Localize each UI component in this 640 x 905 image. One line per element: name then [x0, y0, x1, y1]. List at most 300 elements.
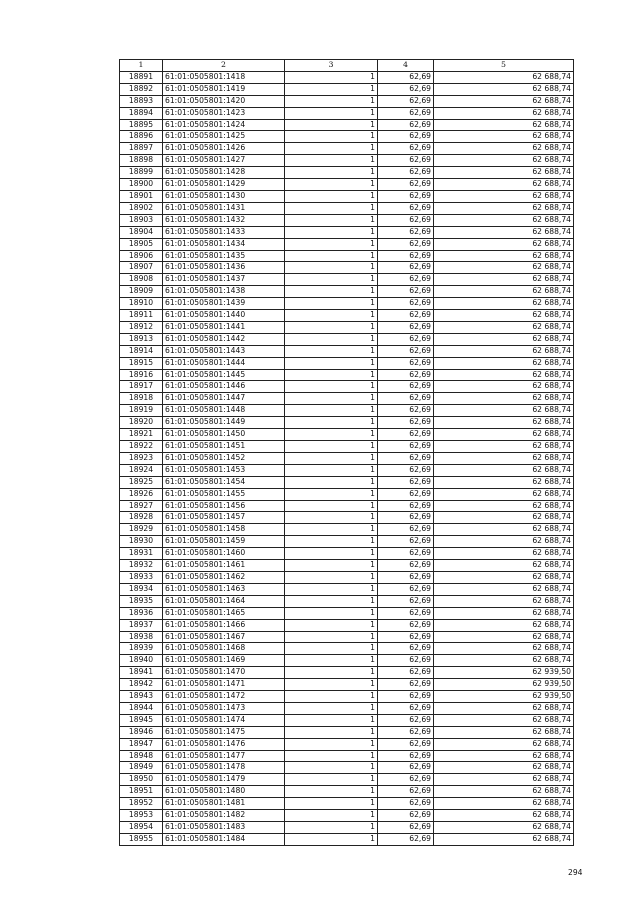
value-cell: 62 688,74	[434, 595, 574, 607]
table-row	[120, 298, 574, 310]
table-row	[120, 345, 574, 357]
table-row	[120, 131, 574, 143]
area-cell: 62,69	[378, 167, 434, 179]
table-row	[120, 560, 574, 572]
count-cell: 1	[285, 393, 378, 405]
cadastral-number-cell: 61:01:0505801:1448	[163, 405, 285, 417]
area-cell: 62,69	[378, 274, 434, 286]
area-cell: 62,69	[378, 262, 434, 274]
cadastral-number-cell: 61:01:0505801:1461	[163, 560, 285, 572]
table-row	[120, 738, 574, 750]
cadastral-number-cell: 61:01:0505801:1434	[163, 238, 285, 250]
table-row	[120, 107, 574, 119]
value-cell: 62 688,74	[434, 476, 574, 488]
cadastral-number-cell: 61:01:0505801:1483	[163, 822, 285, 834]
value-cell: 62 688,74	[434, 357, 574, 369]
cadastral-number-cell: 61:01:0505801:1466	[163, 619, 285, 631]
value-cell: 62 688,74	[434, 262, 574, 274]
row-number-cell: 18946	[120, 726, 163, 738]
value-cell: 62 688,74	[434, 738, 574, 750]
table-row	[120, 583, 574, 595]
row-number-cell: 18927	[120, 500, 163, 512]
area-cell: 62,69	[378, 417, 434, 429]
cadastral-number-cell: 61:01:0505801:1419	[163, 83, 285, 95]
cadastral-number-cell: 61:01:0505801:1457	[163, 512, 285, 524]
area-cell: 62,69	[378, 310, 434, 322]
area-cell: 62,69	[378, 143, 434, 155]
area-cell: 62,69	[378, 452, 434, 464]
table-row	[120, 786, 574, 798]
value-cell: 62 688,74	[434, 833, 574, 845]
cadastral-number-cell: 61:01:0505801:1428	[163, 167, 285, 179]
value-cell: 62 688,74	[434, 238, 574, 250]
count-cell: 1	[285, 95, 378, 107]
count-cell: 1	[285, 524, 378, 536]
cadastral-number-cell: 61:01:0505801:1447	[163, 393, 285, 405]
cadastral-number-cell: 61:01:0505801:1454	[163, 476, 285, 488]
area-cell: 62,69	[378, 464, 434, 476]
value-cell: 62 688,74	[434, 333, 574, 345]
count-cell: 1	[285, 321, 378, 333]
count-cell: 1	[285, 310, 378, 322]
count-cell: 1	[285, 714, 378, 726]
count-cell: 1	[285, 607, 378, 619]
row-number-cell: 18908	[120, 274, 163, 286]
table-row	[120, 179, 574, 191]
area-cell: 62,69	[378, 214, 434, 226]
value-cell: 62 688,74	[434, 536, 574, 548]
cadastral-number-cell: 61:01:0505801:1441	[163, 321, 285, 333]
count-cell: 1	[285, 643, 378, 655]
count-cell: 1	[285, 298, 378, 310]
count-cell: 1	[285, 631, 378, 643]
table-row	[120, 571, 574, 583]
value-cell: 62 688,74	[434, 560, 574, 572]
row-number-cell: 18928	[120, 512, 163, 524]
value-cell: 62 688,74	[434, 83, 574, 95]
area-cell: 62,69	[378, 238, 434, 250]
value-cell: 62 688,74	[434, 119, 574, 131]
table-row	[120, 798, 574, 810]
value-cell: 62 688,74	[434, 310, 574, 322]
count-cell: 1	[285, 655, 378, 667]
cadastral-number-cell: 61:01:0505801:1479	[163, 774, 285, 786]
value-cell: 62 688,74	[434, 298, 574, 310]
area-cell: 62,69	[378, 95, 434, 107]
cadastral-number-cell: 61:01:0505801:1450	[163, 429, 285, 441]
count-cell: 1	[285, 167, 378, 179]
area-cell: 62,69	[378, 131, 434, 143]
cadastral-number-cell: 61:01:0505801:1440	[163, 310, 285, 322]
value-cell: 62 688,74	[434, 274, 574, 286]
count-cell: 1	[285, 119, 378, 131]
count-cell: 1	[285, 381, 378, 393]
table-row	[120, 500, 574, 512]
area-cell: 62,69	[378, 333, 434, 345]
row-number-cell: 18912	[120, 321, 163, 333]
cadastral-number-cell: 61:01:0505801:1451	[163, 441, 285, 453]
count-cell: 1	[285, 369, 378, 381]
table-row	[120, 750, 574, 762]
value-cell: 62 688,74	[434, 143, 574, 155]
row-number-cell: 18900	[120, 179, 163, 191]
value-cell: 62 688,74	[434, 583, 574, 595]
row-number-cell: 18929	[120, 524, 163, 536]
row-number-cell: 18945	[120, 714, 163, 726]
row-number-cell: 18917	[120, 381, 163, 393]
value-cell: 62 688,74	[434, 571, 574, 583]
cadastral-number-cell: 61:01:0505801:1438	[163, 286, 285, 298]
value-cell: 62 688,74	[434, 774, 574, 786]
table-row	[120, 452, 574, 464]
area-cell: 62,69	[378, 250, 434, 262]
value-cell: 62 688,74	[434, 250, 574, 262]
count-cell: 1	[285, 833, 378, 845]
area-cell: 62,69	[378, 595, 434, 607]
table-row	[120, 333, 574, 345]
value-cell: 62 688,74	[434, 548, 574, 560]
row-number-cell: 18955	[120, 833, 163, 845]
area-cell: 62,69	[378, 405, 434, 417]
row-number-cell: 18922	[120, 441, 163, 453]
count-cell: 1	[285, 571, 378, 583]
area-cell: 62,69	[378, 83, 434, 95]
row-number-cell: 18894	[120, 107, 163, 119]
count-cell: 1	[285, 750, 378, 762]
row-number-cell: 18920	[120, 417, 163, 429]
area-cell: 62,69	[378, 750, 434, 762]
value-cell: 62 939,50	[434, 691, 574, 703]
value-cell: 62 688,74	[434, 381, 574, 393]
table-row	[120, 143, 574, 155]
value-cell: 62 688,74	[434, 179, 574, 191]
count-cell: 1	[285, 262, 378, 274]
cadastral-number-cell: 61:01:0505801:1462	[163, 571, 285, 583]
cadastral-number-cell: 61:01:0505801:1469	[163, 655, 285, 667]
value-cell: 62 688,74	[434, 345, 574, 357]
value-cell: 62 688,74	[434, 452, 574, 464]
area-cell: 62,69	[378, 476, 434, 488]
cadastral-number-cell: 61:01:0505801:1470	[163, 667, 285, 679]
row-number-cell: 18942	[120, 679, 163, 691]
row-number-cell: 18953	[120, 810, 163, 822]
table-row	[120, 310, 574, 322]
cadastral-number-cell: 61:01:0505801:1420	[163, 95, 285, 107]
area-cell: 62,69	[378, 321, 434, 333]
count-cell: 1	[285, 417, 378, 429]
row-number-cell: 18919	[120, 405, 163, 417]
value-cell: 62 688,74	[434, 726, 574, 738]
row-number-cell: 18939	[120, 643, 163, 655]
count-cell: 1	[285, 679, 378, 691]
cadastral-number-cell: 61:01:0505801:1435	[163, 250, 285, 262]
count-cell: 1	[285, 226, 378, 238]
cadastral-number-cell: 61:01:0505801:1473	[163, 702, 285, 714]
row-number-cell: 18899	[120, 167, 163, 179]
table-row	[120, 822, 574, 834]
value-cell: 62 688,74	[434, 512, 574, 524]
value-cell: 62 688,74	[434, 464, 574, 476]
row-number-cell: 18924	[120, 464, 163, 476]
row-number-cell: 18906	[120, 250, 163, 262]
table-body	[120, 71, 574, 845]
value-cell: 62 688,74	[434, 202, 574, 214]
value-cell: 62 688,74	[434, 631, 574, 643]
area-cell: 62,69	[378, 833, 434, 845]
value-cell: 62 688,74	[434, 810, 574, 822]
row-number-cell: 18943	[120, 691, 163, 703]
area-cell: 62,69	[378, 583, 434, 595]
value-cell: 62 688,74	[434, 190, 574, 202]
table-row	[120, 619, 574, 631]
value-cell: 62 688,74	[434, 429, 574, 441]
table-row	[120, 488, 574, 500]
table-row	[120, 595, 574, 607]
row-number-cell: 18902	[120, 202, 163, 214]
count-cell: 1	[285, 179, 378, 191]
area-cell: 62,69	[378, 619, 434, 631]
area-cell: 62,69	[378, 655, 434, 667]
area-cell: 62,69	[378, 726, 434, 738]
cadastral-number-cell: 61:01:0505801:1452	[163, 452, 285, 464]
row-number-cell: 18949	[120, 762, 163, 774]
count-cell: 1	[285, 345, 378, 357]
table-row	[120, 762, 574, 774]
value-cell: 62 688,74	[434, 417, 574, 429]
table-row	[120, 95, 574, 107]
table-row	[120, 429, 574, 441]
count-cell: 1	[285, 738, 378, 750]
count-cell: 1	[285, 595, 378, 607]
area-cell: 62,69	[378, 679, 434, 691]
table-row	[120, 417, 574, 429]
table-row	[120, 833, 574, 845]
table-row	[120, 476, 574, 488]
cadastral-number-cell: 61:01:0505801:1443	[163, 345, 285, 357]
count-cell: 1	[285, 143, 378, 155]
table-row	[120, 357, 574, 369]
cadastral-number-cell: 61:01:0505801:1445	[163, 369, 285, 381]
table-row	[120, 643, 574, 655]
value-cell: 62 688,74	[434, 702, 574, 714]
row-number-cell: 18898	[120, 155, 163, 167]
area-cell: 62,69	[378, 548, 434, 560]
value-cell: 62 688,74	[434, 441, 574, 453]
cadastral-number-cell: 61:01:0505801:1446	[163, 381, 285, 393]
row-number-cell: 18907	[120, 262, 163, 274]
cadastral-number-cell: 61:01:0505801:1478	[163, 762, 285, 774]
area-cell: 62,69	[378, 429, 434, 441]
count-cell: 1	[285, 702, 378, 714]
area-cell: 62,69	[378, 571, 434, 583]
area-cell: 62,69	[378, 381, 434, 393]
count-cell: 1	[285, 286, 378, 298]
count-cell: 1	[285, 107, 378, 119]
count-cell: 1	[285, 429, 378, 441]
count-cell: 1	[285, 405, 378, 417]
row-number-cell: 18941	[120, 667, 163, 679]
area-cell: 62,69	[378, 643, 434, 655]
cadastral-number-cell: 61:01:0505801:1426	[163, 143, 285, 155]
row-number-cell: 18893	[120, 95, 163, 107]
cadastral-number-cell: 61:01:0505801:1477	[163, 750, 285, 762]
value-cell: 62 688,74	[434, 155, 574, 167]
area-cell: 62,69	[378, 202, 434, 214]
area-cell: 62,69	[378, 702, 434, 714]
row-number-cell: 18932	[120, 560, 163, 572]
row-number-cell: 18923	[120, 452, 163, 464]
value-cell: 62 939,50	[434, 667, 574, 679]
cadastral-number-cell: 61:01:0505801:1424	[163, 119, 285, 131]
cadastral-number-cell: 61:01:0505801:1460	[163, 548, 285, 560]
table-row	[120, 667, 574, 679]
row-number-cell: 18938	[120, 631, 163, 643]
value-cell: 62 688,74	[434, 643, 574, 655]
table-row	[120, 393, 574, 405]
count-cell: 1	[285, 583, 378, 595]
count-cell: 1	[285, 238, 378, 250]
data-table	[119, 59, 574, 846]
row-number-cell: 18903	[120, 214, 163, 226]
value-cell: 62 688,74	[434, 488, 574, 500]
area-cell: 62,69	[378, 667, 434, 679]
value-cell: 62 939,50	[434, 679, 574, 691]
column-header: 5	[434, 60, 574, 72]
row-number-cell: 18934	[120, 583, 163, 595]
count-cell: 1	[285, 155, 378, 167]
table-row	[120, 631, 574, 643]
value-cell: 62 688,74	[434, 822, 574, 834]
table-row	[120, 548, 574, 560]
area-cell: 62,69	[378, 524, 434, 536]
table-row	[120, 262, 574, 274]
count-cell: 1	[285, 774, 378, 786]
area-cell: 62,69	[378, 286, 434, 298]
cadastral-number-cell: 61:01:0505801:1475	[163, 726, 285, 738]
cadastral-number-cell: 61:01:0505801:1459	[163, 536, 285, 548]
row-number-cell: 18904	[120, 226, 163, 238]
row-number-cell: 18933	[120, 571, 163, 583]
area-cell: 62,69	[378, 119, 434, 131]
count-cell: 1	[285, 500, 378, 512]
row-number-cell: 18936	[120, 607, 163, 619]
count-cell: 1	[285, 190, 378, 202]
value-cell: 62 688,74	[434, 798, 574, 810]
count-cell: 1	[285, 560, 378, 572]
row-number-cell: 18935	[120, 595, 163, 607]
table-row	[120, 214, 574, 226]
count-cell: 1	[285, 786, 378, 798]
table-row	[120, 702, 574, 714]
cadastral-number-cell: 61:01:0505801:1427	[163, 155, 285, 167]
row-number-cell: 18915	[120, 357, 163, 369]
area-cell: 62,69	[378, 369, 434, 381]
table-row	[120, 714, 574, 726]
area-cell: 62,69	[378, 441, 434, 453]
area-cell: 62,69	[378, 798, 434, 810]
cadastral-number-cell: 61:01:0505801:1432	[163, 214, 285, 226]
value-cell: 62 688,74	[434, 131, 574, 143]
count-cell: 1	[285, 250, 378, 262]
cadastral-number-cell: 61:01:0505801:1430	[163, 190, 285, 202]
area-cell: 62,69	[378, 536, 434, 548]
count-cell: 1	[285, 333, 378, 345]
cadastral-number-cell: 61:01:0505801:1484	[163, 833, 285, 845]
area-cell: 62,69	[378, 738, 434, 750]
row-number-cell: 18911	[120, 310, 163, 322]
count-cell: 1	[285, 726, 378, 738]
count-cell: 1	[285, 83, 378, 95]
row-number-cell: 18926	[120, 488, 163, 500]
row-number-cell: 18892	[120, 83, 163, 95]
count-cell: 1	[285, 548, 378, 560]
row-number-cell: 18930	[120, 536, 163, 548]
cadastral-number-cell: 61:01:0505801:1482	[163, 810, 285, 822]
value-cell: 62 688,74	[434, 226, 574, 238]
table-row	[120, 286, 574, 298]
table-row	[120, 274, 574, 286]
row-number-cell: 18916	[120, 369, 163, 381]
count-cell: 1	[285, 667, 378, 679]
cadastral-number-cell: 61:01:0505801:1481	[163, 798, 285, 810]
cadastral-number-cell: 61:01:0505801:1467	[163, 631, 285, 643]
row-number-cell: 18896	[120, 131, 163, 143]
table-row	[120, 464, 574, 476]
table-row	[120, 119, 574, 131]
cadastral-number-cell: 61:01:0505801:1474	[163, 714, 285, 726]
area-cell: 62,69	[378, 607, 434, 619]
cadastral-number-cell: 61:01:0505801:1439	[163, 298, 285, 310]
table-row	[120, 441, 574, 453]
cadastral-number-cell: 61:01:0505801:1431	[163, 202, 285, 214]
table-row	[120, 607, 574, 619]
row-number-cell: 18948	[120, 750, 163, 762]
table-row	[120, 226, 574, 238]
count-cell: 1	[285, 214, 378, 226]
row-number-cell: 18931	[120, 548, 163, 560]
table-row	[120, 71, 574, 83]
count-cell: 1	[285, 452, 378, 464]
row-number-cell: 18897	[120, 143, 163, 155]
table-row	[120, 774, 574, 786]
table-row	[120, 369, 574, 381]
value-cell: 62 688,74	[434, 607, 574, 619]
count-cell: 1	[285, 202, 378, 214]
area-cell: 62,69	[378, 107, 434, 119]
row-number-cell: 18937	[120, 619, 163, 631]
row-number-cell: 18914	[120, 345, 163, 357]
area-cell: 62,69	[378, 345, 434, 357]
cadastral-number-cell: 61:01:0505801:1463	[163, 583, 285, 595]
cadastral-number-cell: 61:01:0505801:1449	[163, 417, 285, 429]
area-cell: 62,69	[378, 786, 434, 798]
table-row	[120, 167, 574, 179]
table-row	[120, 726, 574, 738]
row-number-cell: 18952	[120, 798, 163, 810]
cadastral-number-cell: 61:01:0505801:1418	[163, 71, 285, 83]
count-cell: 1	[285, 619, 378, 631]
area-cell: 62,69	[378, 393, 434, 405]
row-number-cell: 18921	[120, 429, 163, 441]
count-cell: 1	[285, 536, 378, 548]
row-number-cell: 18891	[120, 71, 163, 83]
value-cell: 62 688,74	[434, 286, 574, 298]
cadastral-number-cell: 61:01:0505801:1476	[163, 738, 285, 750]
cadastral-number-cell: 61:01:0505801:1429	[163, 179, 285, 191]
value-cell: 62 688,74	[434, 524, 574, 536]
area-cell: 62,69	[378, 500, 434, 512]
value-cell: 62 688,74	[434, 619, 574, 631]
